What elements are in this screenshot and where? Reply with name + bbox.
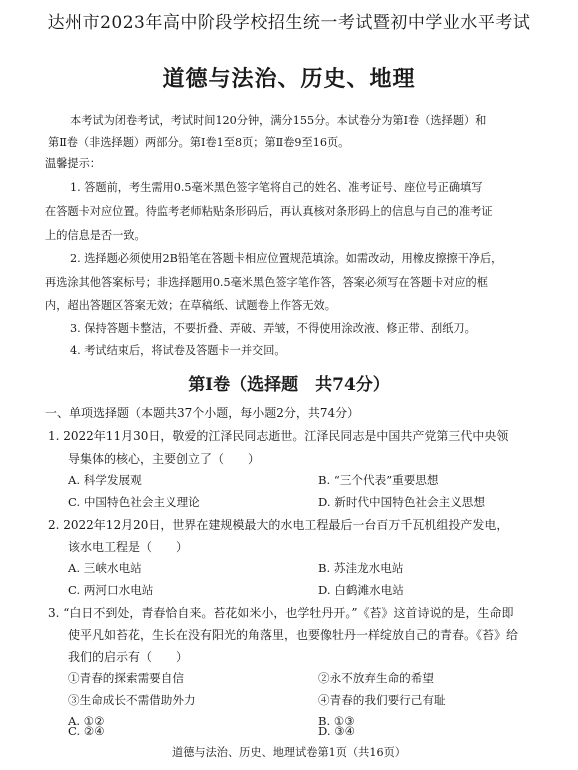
tip-line: 3. 保持答题卡整洁，不要折叠、弄破、弄皱，不得使用涂改液、修正带、刮纸刀。 xyxy=(70,322,476,335)
section-title: 一、单项选择题（本题共37个小题，每小题2分，共74分） xyxy=(45,406,360,420)
question-1-option-c: C. 中国特色社会主义理论 xyxy=(68,495,200,509)
question-1-stem: 导集体的核心，主要创立了（ ） xyxy=(68,452,261,466)
tip-line: 再选涂其他答案标号；非选择题用0.5毫米黑色签字笔作答，答案必须写在答题卡对应的框 xyxy=(45,276,488,289)
question-2-stem: 该水电工程是（ ） xyxy=(68,540,189,554)
tip-line: 内，超出答题区答案无效；在草稿纸、试题卷上作答无效。 xyxy=(45,299,336,312)
question-3-option-b: B. ①③ xyxy=(318,714,355,728)
part-title: 第Ⅰ卷（选择题 共74分） xyxy=(188,375,390,395)
tip-line: 1. 答题前，考生需用0.5毫米黑色签字笔将自己的姓名、准考证号、座位号正确填写 xyxy=(70,181,483,194)
exam-title: 达州市2023年高中阶段学校招生统一考试暨初中学业水平考试 xyxy=(47,13,531,33)
question-3-statement-1: ①青春的探索需要自信 xyxy=(68,671,184,685)
question-1-option-d: D. 新时代中国特色社会主义思想 xyxy=(318,495,485,509)
page-footer: 道德与法治、历史、地理试卷第1页（共16页） xyxy=(172,746,406,759)
question-3-stem: 我们的启示有（ ） xyxy=(68,650,189,664)
question-3-statement-2: ②永不放弃生命的希望 xyxy=(318,671,434,685)
question-3-option-a: A. ①② xyxy=(68,714,105,728)
question-3-statement-3: ③生命成长不需借助外力 xyxy=(68,693,196,707)
tip-line: 4. 考试结束后，将试卷及答题卡一并交回。 xyxy=(70,344,286,357)
question-2-stem: 2. 2022年12月20日，世界在建规模最大的水电工程最后一台百万千瓦机组投产发电， xyxy=(48,518,509,532)
question-1-stem: 1. 2022年11月30日，敬爱的江泽民同志逝世。江泽民同志是中国共产党第三代中央领 xyxy=(48,429,509,443)
tips-label: 温馨提示： xyxy=(45,157,101,170)
tip-line: 上的信息是否一致。 xyxy=(45,229,146,242)
question-1-option-a: A. 科学发展观 xyxy=(68,473,142,487)
subject-title: 道德与法治、历史、地理 xyxy=(162,66,416,92)
tip-line: 在答题卡对应位置。待监考老师粘贴条形码后，再认真核对条形码上的信息与自己的准考证 xyxy=(45,205,493,218)
question-3-stem: 使平凡如苔花，生长在没有阳光的角落里，也要像牡丹一样绽放自己的青春。《苔》给 xyxy=(68,628,519,642)
tip-line: 2. 选择题必须使用2B铅笔在答题卡相应位置规范填涂。如需改动，用橡皮擦擦干净后， xyxy=(70,252,503,265)
question-3-option-d: D. ③④ xyxy=(318,724,356,738)
question-2-option-b: B. 苏洼龙水电站 xyxy=(318,561,404,575)
intro-line: 第Ⅱ卷（非选择题）两部分。第Ⅰ卷1至8页；第Ⅱ卷9至16页。 xyxy=(48,136,350,149)
question-3-option-c: C. ②④ xyxy=(68,724,105,738)
question-2-option-d: D. 白鹤滩水电站 xyxy=(318,583,404,597)
question-3-statement-4: ④青春的我们要行己有耻 xyxy=(318,693,446,707)
question-1-option-b: B. “三个代表”重要思想 xyxy=(318,473,439,487)
question-2-option-a: A. 三峡水电站 xyxy=(68,561,142,575)
intro-line: 本考试为闭卷考试，考试时间120分钟，满分155分。本试卷分为第Ⅰ卷（选择题）和 xyxy=(70,114,487,127)
question-2-option-c: C. 两河口水电站 xyxy=(68,583,154,597)
question-3-stem: 3. “白日不到处，青春恰自来。苔花如米小，也学牡丹开。”《苔》这首诗说的是，生命即 xyxy=(48,606,514,620)
